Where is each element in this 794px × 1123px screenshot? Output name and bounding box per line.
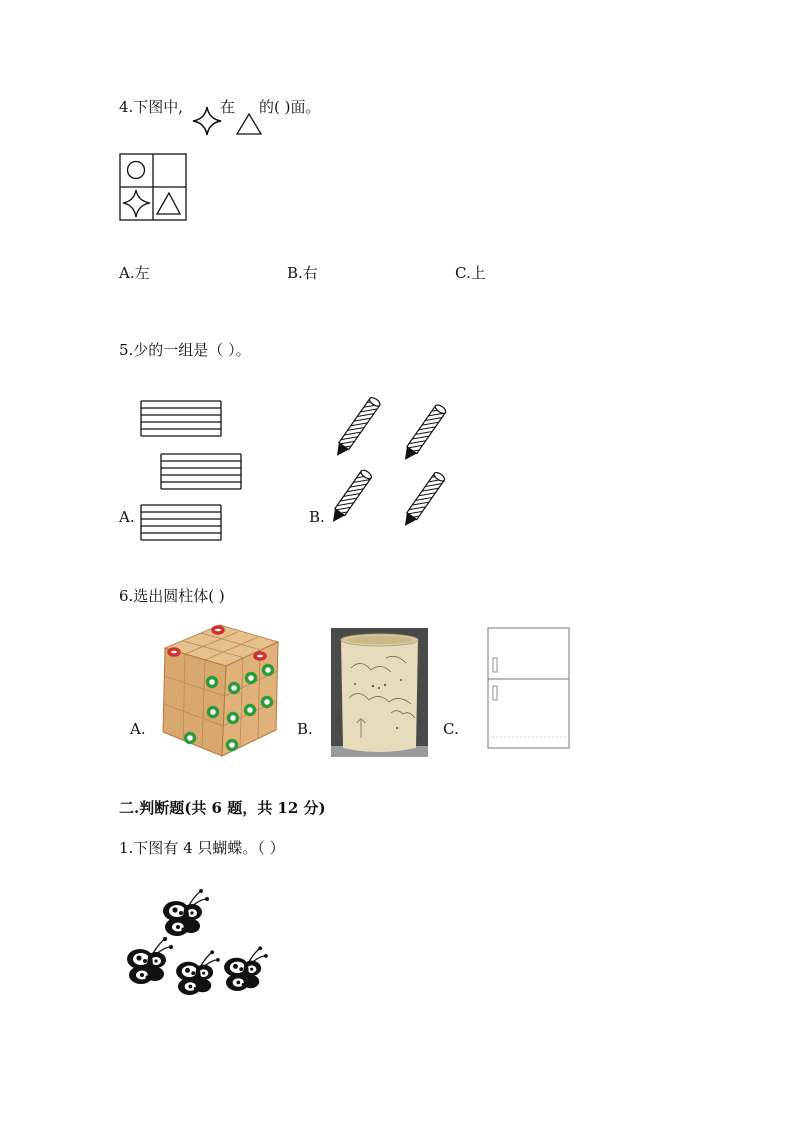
butterflies-picture — [119, 887, 285, 1005]
pencil-icon — [328, 469, 373, 526]
pencil-icon — [400, 471, 446, 529]
position-grid — [119, 153, 187, 221]
q4-mid: 在 — [220, 98, 236, 116]
brush-pot-picture — [331, 628, 428, 757]
star-icon — [192, 106, 222, 136]
q4-option-a[interactable]: A.左 — [119, 264, 150, 282]
butterfly-icon — [224, 946, 268, 991]
line-stack — [141, 401, 221, 436]
line-stacks-picture — [135, 390, 250, 545]
pencil-icon — [400, 403, 447, 463]
wooden-cube-picture — [160, 620, 282, 758]
judgment-q1: 1.下图有 4 只蝴蝶。（ ） — [119, 839, 285, 857]
q5-option-a[interactable]: A. — [119, 508, 135, 526]
line-stack — [161, 454, 241, 489]
q4-prefix: 4.下图中, — [119, 98, 184, 116]
q5-option-b[interactable]: B. — [309, 508, 325, 526]
line-stack — [141, 505, 221, 540]
q6-option-a[interactable]: A. — [130, 720, 146, 738]
q4-option-c[interactable]: C.上 — [455, 264, 486, 282]
q5-stem: 5.少的一组是（ ）。 — [119, 341, 251, 359]
section-heading: 二.判断题(共 6 题，共 12 分) — [119, 799, 326, 817]
q4-suffix: 的( )面。 — [259, 98, 321, 116]
butterfly-icon — [163, 889, 209, 936]
refrigerator-picture — [487, 627, 570, 751]
q6-stem: 6.选出圆柱体( ) — [119, 587, 225, 605]
butterfly-icon — [127, 937, 173, 984]
q4-option-b[interactable]: B.右 — [287, 264, 318, 282]
pencil-icon — [332, 396, 381, 459]
q6-option-c[interactable]: C. — [443, 720, 459, 738]
q6-option-b[interactable]: B. — [297, 720, 313, 738]
butterfly-icon — [176, 950, 220, 995]
pencils-picture — [325, 393, 450, 545]
